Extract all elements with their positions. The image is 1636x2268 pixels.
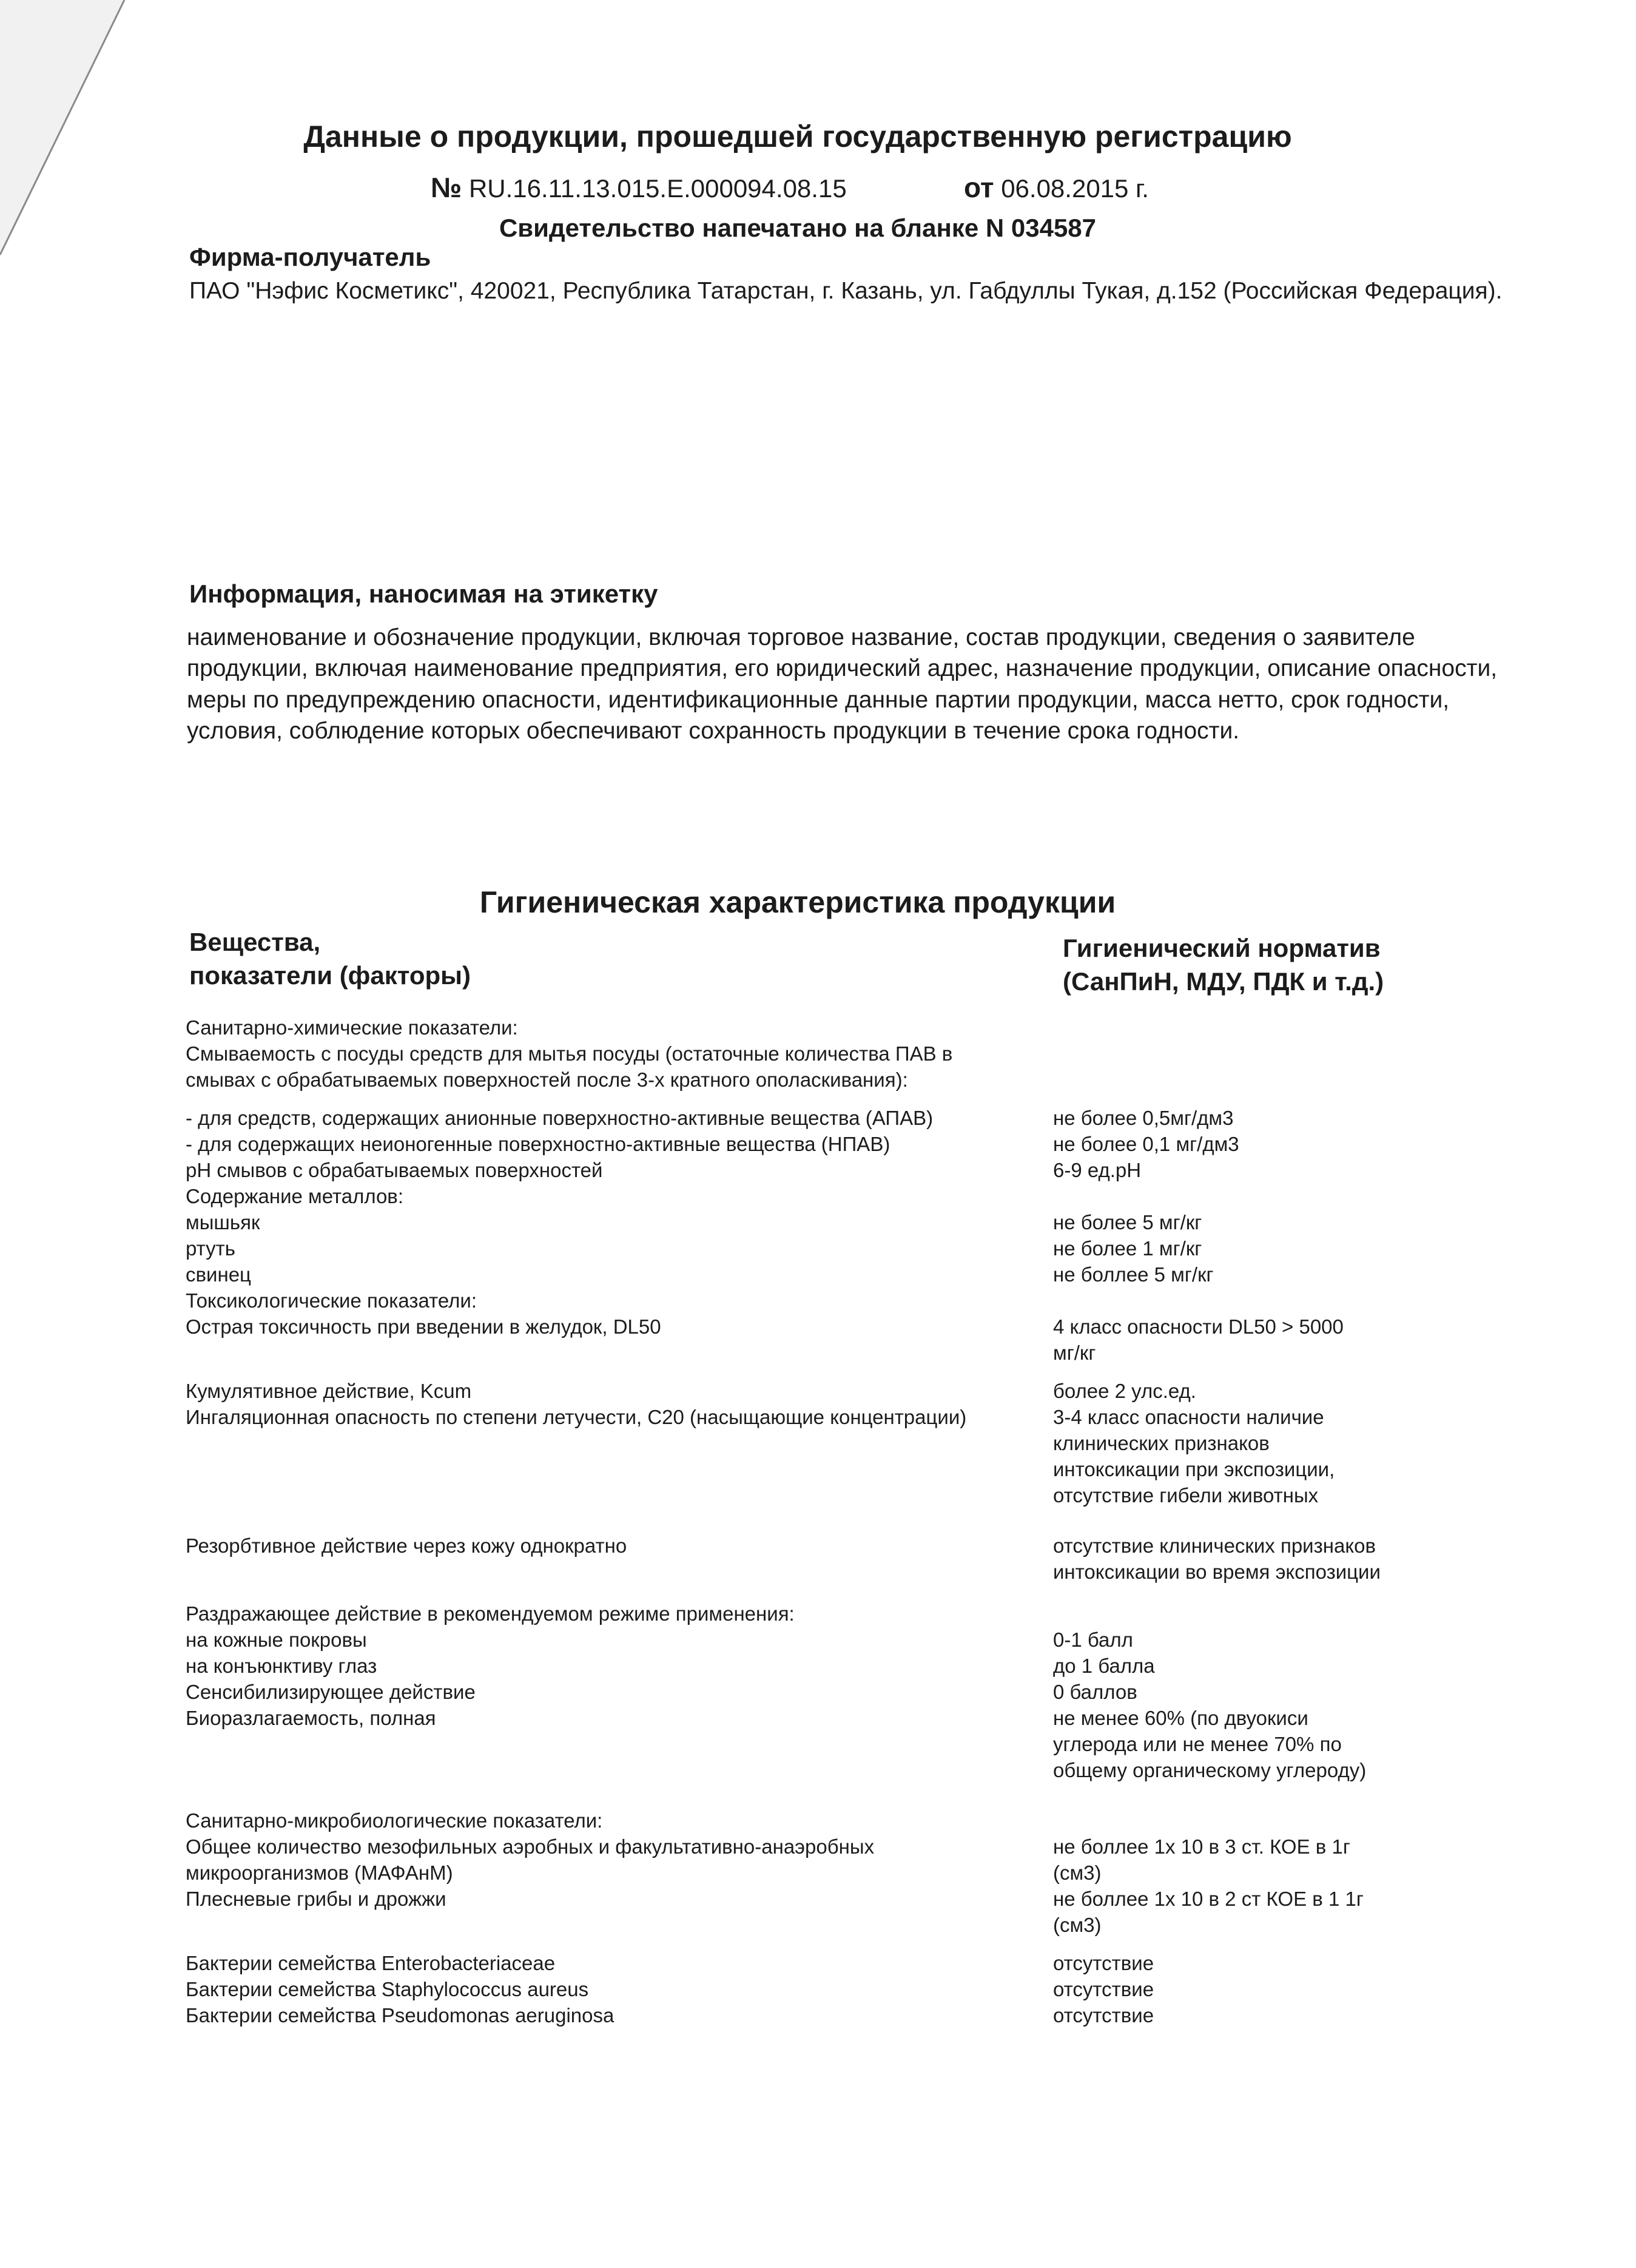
indicator-cell (186, 1261, 1053, 1288)
norm-text: 4 класс опасности DL50 > 5000 (1053, 1315, 1344, 1338)
table-row (186, 1705, 1435, 1783)
table-row (186, 1314, 1435, 1366)
indicator-text: Резорбтивное действие через кожу однократно (186, 1534, 627, 1557)
norm-text: не более 1 мг/кг (1053, 1237, 1202, 1260)
indicator-text: свинец (186, 1263, 251, 1286)
norm-cell (1053, 1105, 1435, 1131)
norm-cell (1053, 1627, 1435, 1653)
norm-cell (1053, 1378, 1435, 1404)
norm-cell (1053, 1183, 1435, 1209)
norm-cell (1053, 1653, 1435, 1679)
norm-cell (1053, 1950, 1435, 1976)
norm-cell (1053, 1314, 1435, 1366)
table-row (186, 1014, 1435, 1041)
indicator-cell (186, 1105, 1053, 1131)
norm-text: не менее 60% (по двуокиси (1053, 1707, 1308, 1729)
indicator-text: Раздражающее действие в рекомендуемом режиме применения: (186, 1602, 795, 1625)
norm-cell (1053, 1209, 1435, 1235)
norm-text: общему органическому углероду) (1053, 1759, 1367, 1781)
table-row (186, 1807, 1435, 1834)
norm-text: отсутствие (1053, 2004, 1154, 2027)
norm-text: интоксикации при экспозиции, (1053, 1458, 1335, 1480)
norm-text: клинических признаков (1053, 1432, 1270, 1454)
indicator-cell (186, 1131, 1053, 1157)
indicator-cell (186, 1950, 1053, 1976)
table-row (186, 1131, 1435, 1157)
indicator-cell (186, 1679, 1053, 1705)
column-header-norm: Гигиенический норматив (СанПиН, МДУ, ПДК и т.д.) (1063, 934, 1384, 996)
table-row (186, 1378, 1435, 1404)
label-info-line: продукции, включая наименование предприятия, его юридический адрес, назначение продукции, описание опасности, (187, 655, 1498, 682)
norm-text: не более 5 мг/кг (1053, 1211, 1202, 1234)
indicator-cell (186, 1183, 1053, 1209)
indicator-cell (186, 1807, 1053, 1834)
indicator-text: Ингаляционная опасность по степени летучести, С20 (насыщающие концентрации) (186, 1406, 967, 1428)
norm-text: (см3) (1053, 1914, 1102, 1936)
indicator-text: - для средств, содержащих анионные поверхностно-активные вещества (АПАВ) (186, 1107, 934, 1129)
norm-cell (1053, 1014, 1435, 1041)
table-row (186, 1533, 1435, 1585)
indicator-cell (186, 1705, 1053, 1783)
indicator-cell (186, 1653, 1053, 1679)
indicator-text: Плесневые грибы и дрожжи (186, 1888, 446, 1910)
indicator-cell (186, 1601, 1053, 1627)
norm-text: 0 баллов (1053, 1681, 1137, 1703)
indicator-text: Токсикологические показатели: (186, 1289, 477, 1312)
certificate-blank-line: Свидетельство напечатано на бланке N 034587 (499, 214, 1097, 242)
norm-text: не более 0,5мг/дм3 (1053, 1107, 1234, 1129)
indicator-cell (186, 1976, 1053, 2002)
table-row (186, 1601, 1435, 1627)
norm-text: интоксикации во время экспозиции (1053, 1561, 1381, 1583)
indicator-cell (186, 1627, 1053, 1653)
indicator-text: смывах с обрабатываемых поверхностей после 3-х кратного ополаскивания): (186, 1068, 908, 1091)
norm-cell (1053, 1157, 1435, 1183)
table-row (186, 1976, 1435, 2002)
indicator-text: на конъюнктиву глаз (186, 1655, 377, 1677)
indicator-cell (186, 1404, 1053, 1508)
indicator-cell (186, 1314, 1053, 1366)
norm-text: не более 0,1 мг/дм3 (1053, 1133, 1239, 1155)
indicator-cell (186, 1288, 1053, 1314)
norm-cell (1053, 1131, 1435, 1157)
label-info-line: меры по предупреждению опасности, идентификационные данные партии продукции, масса нетто, срок годности, (187, 686, 1450, 713)
norm-cell (1053, 1404, 1435, 1508)
table-row (186, 1261, 1435, 1288)
indicator-text: Бактерии семейства Pseudomonas aeruginosa (186, 2004, 614, 2027)
norm-cell (1053, 1261, 1435, 1288)
table-row (186, 1183, 1435, 1209)
norm-text: 3-4 класс опасности наличие (1053, 1406, 1324, 1428)
norm-text: отсутствие (1053, 1978, 1154, 2000)
norm-cell (1053, 1041, 1435, 1093)
indicator-text: Бактерии семейства Enterobacteriaceae (186, 1952, 556, 1974)
table-row (186, 1288, 1435, 1314)
indicator-cell (186, 1209, 1053, 1235)
hygiene-table (186, 1014, 1435, 2028)
table-row (186, 1679, 1435, 1705)
indicator-cell (186, 1014, 1053, 1041)
norm-text: (см3) (1053, 1861, 1102, 1884)
norm-text: более 2 улс.ед. (1053, 1380, 1196, 1402)
indicator-text: Кумулятивное действие, Kcum (186, 1380, 472, 1402)
indicator-text: микроорганизмов (МАФАнМ) (186, 1861, 453, 1884)
indicator-text: мышьяк (186, 1211, 260, 1234)
indicator-text: Острая токсичность при введении в желудок, DL50 (186, 1315, 661, 1338)
document-title: Данные о продукции, прошедшей государственную регистрацию (303, 120, 1292, 154)
norm-cell (1053, 1533, 1435, 1585)
indicator-text: Биоразлагаемость, полная (186, 1707, 436, 1729)
norm-text: 0-1 балл (1053, 1628, 1133, 1651)
norm-cell (1053, 1679, 1435, 1705)
indicator-cell (186, 1886, 1053, 1938)
norm-text: не боллее 1х 10 в 2 ст КОЕ в 1 1г (1053, 1888, 1364, 1910)
indicator-text: - для содержащих неионогенные поверхностно-активные вещества (НПАВ) (186, 1133, 890, 1155)
norm-text: не боллее 1х 10 в 3 ст. КОЕ в 1г (1053, 1835, 1350, 1858)
table-row (186, 1209, 1435, 1235)
table-row (186, 1235, 1435, 1261)
norm-cell (1053, 1601, 1435, 1627)
indicator-text: Общее количество мезофильных аэробных и факультативно-анаэробных (186, 1835, 875, 1858)
table-row (186, 1157, 1435, 1183)
column-header-substances: Вещества, показатели (факторы) (189, 928, 471, 990)
norm-text: отсутствие клинических признаков (1053, 1534, 1376, 1557)
indicator-cell (186, 1533, 1053, 1585)
norm-cell (1053, 1807, 1435, 1834)
indicator-cell (186, 1834, 1053, 1886)
table-row (186, 1105, 1435, 1131)
registration-number: RU.16.11.13.015.E.000094.08.15 (468, 174, 847, 203)
indicator-text: Содержание металлов: (186, 1185, 404, 1207)
indicator-cell (186, 2002, 1053, 2028)
norm-text: 6-9 ед.pH (1053, 1159, 1142, 1181)
norm-cell (1053, 1976, 1435, 2002)
label-info-heading: Информация, наносимая на этикетку (189, 579, 658, 608)
label-info-text (187, 622, 1498, 747)
indicator-text: на кожные покровы (186, 1628, 367, 1651)
hygiene-section-title: Гигиеническая характеристика продукции (479, 885, 1116, 919)
registration-date: 06.08.2015 г. (1001, 174, 1149, 203)
date-label: от (964, 172, 994, 203)
number-label: № (431, 172, 462, 203)
table-row (186, 1404, 1435, 1508)
indicator-cell (186, 1157, 1053, 1183)
norm-text: до 1 балла (1053, 1655, 1155, 1677)
indicator-text: ртуть (186, 1237, 235, 1260)
norm-text: отсутствие гибели животных (1053, 1484, 1319, 1507)
table-row (186, 1653, 1435, 1679)
indicator-text: pH смывов с обрабатываемых поверхностей (186, 1159, 603, 1181)
indicator-text: Сенсибилизирующее действие (186, 1681, 476, 1703)
indicator-cell (186, 1378, 1053, 1404)
norm-cell (1053, 1834, 1435, 1886)
indicator-text: Санитарно-микробиологические показатели: (186, 1809, 603, 1832)
indicator-text: Смываемость с посуды средств для мытья посуды (остаточные количества ПАВ в (186, 1042, 953, 1065)
table-row (186, 1041, 1435, 1093)
table-row (186, 1627, 1435, 1653)
indicator-cell (186, 1041, 1053, 1093)
norm-cell (1053, 1288, 1435, 1314)
norm-cell (1053, 2002, 1435, 2028)
norm-text: мг/кг (1053, 1342, 1096, 1364)
label-info-line: наименование и обозначение продукции, включая торговое название, состав продукции, сведения о заявителе (187, 624, 1415, 650)
registration-number-line (431, 171, 1149, 204)
table-row (186, 1834, 1435, 1886)
norm-text: отсутствие (1053, 1952, 1154, 1974)
table-row (186, 2002, 1435, 2028)
norm-cell (1053, 1235, 1435, 1261)
norm-cell (1053, 1705, 1435, 1783)
recipient-text: ПАО "Нэфис Косметикс", 420021, Республика Татарстан, г. Казань, ул. Габдуллы Тукая, д.152 (Российская Федерация). (189, 278, 1503, 304)
recipient-heading: Фирма-получатель (189, 243, 431, 271)
norm-cell (1053, 1886, 1435, 1938)
table-row (186, 1950, 1435, 1976)
label-info-line: условия, соблюдение которых обеспечивают сохранность продукции в течение срока годности. (187, 718, 1240, 744)
table-row (186, 1886, 1435, 1938)
indicator-cell (186, 1235, 1053, 1261)
norm-text: углерода или не менее 70% по (1053, 1733, 1342, 1755)
norm-text: не боллее 5 мг/кг (1053, 1263, 1214, 1286)
indicator-text: Бактерии семейства Staphylococcus aureus (186, 1978, 589, 2000)
indicator-text: Санитарно-химические показатели: (186, 1016, 518, 1039)
